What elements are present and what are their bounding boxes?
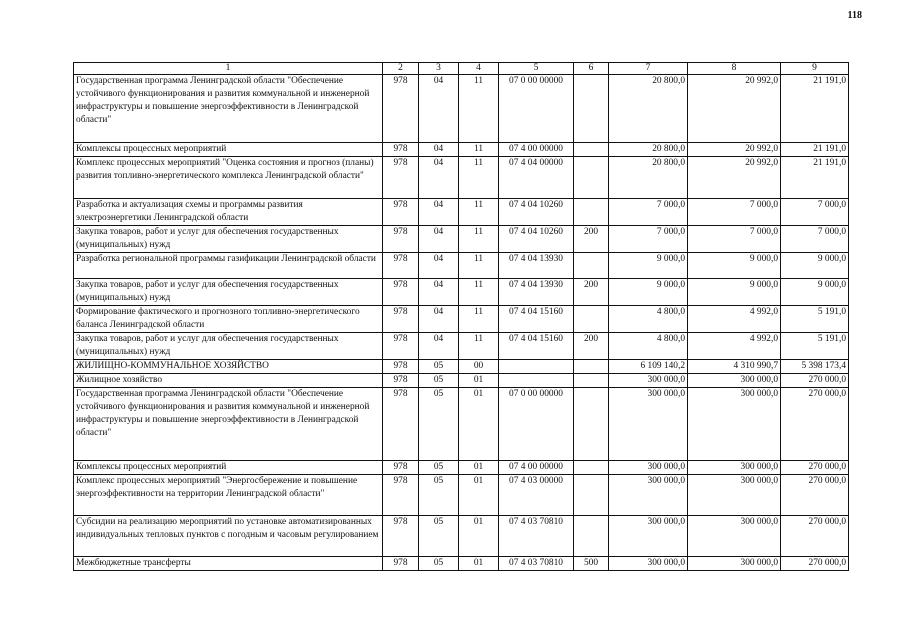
row-code-subsection: 01 (459, 374, 499, 388)
budget-table (73, 62, 849, 571)
row-code-target (499, 360, 574, 374)
row-code-target: 07 4 03 70810 (499, 557, 574, 571)
row-code-grbs: 978 (383, 374, 419, 388)
row-code-expense-type (574, 461, 609, 475)
row-code-section: 05 (419, 360, 459, 374)
row-name: Государственная программа Ленинградской области "Обеспечение устойчивого функционирования и развития коммунальной и инженерной инфраструктуры и повышение энергоэффективности в Ленинградской области" (74, 75, 383, 143)
column-header-7: 7 (609, 63, 688, 75)
table-row (74, 557, 849, 571)
row-amount-col7: 300 000,0 (609, 374, 688, 388)
row-code-subsection: 11 (459, 226, 499, 253)
row-code-subsection: 11 (459, 279, 499, 306)
row-code-expense-type (574, 306, 609, 333)
row-code-target: 07 4 03 00000 (499, 475, 574, 516)
table-row (74, 516, 849, 557)
row-code-target: 07 4 03 70810 (499, 516, 574, 557)
row-amount-col7: 300 000,0 (609, 516, 688, 557)
row-code-section: 04 (419, 279, 459, 306)
column-header-2: 2 (383, 63, 419, 75)
row-amount-col7: 20 800,0 (609, 157, 688, 199)
row-code-section: 05 (419, 374, 459, 388)
row-amount-col8: 300 000,0 (688, 461, 781, 475)
row-code-section: 05 (419, 388, 459, 461)
row-amount-col7: 300 000,0 (609, 475, 688, 516)
row-code-grbs: 978 (383, 516, 419, 557)
row-code-expense-type (574, 75, 609, 143)
row-code-expense-type (574, 475, 609, 516)
row-code-target: 07 4 00 00000 (499, 461, 574, 475)
table-row (74, 388, 849, 461)
row-code-grbs: 978 (383, 199, 419, 226)
table-row (74, 157, 849, 199)
row-code-section: 04 (419, 157, 459, 199)
row-amount-col7: 20 800,0 (609, 143, 688, 157)
row-code-grbs: 978 (383, 306, 419, 333)
row-code-subsection: 11 (459, 75, 499, 143)
row-code-target: 07 4 04 13930 (499, 253, 574, 279)
row-amount-col7: 7 000,0 (609, 226, 688, 253)
row-code-subsection: 11 (459, 143, 499, 157)
row-amount-col9: 270 000,0 (781, 374, 849, 388)
row-amount-col8: 20 992,0 (688, 143, 781, 157)
row-amount-col8: 300 000,0 (688, 516, 781, 557)
table-row (74, 253, 849, 279)
row-amount-col9: 5 191,0 (781, 306, 849, 333)
row-code-section: 05 (419, 475, 459, 516)
row-code-target: 07 4 04 00000 (499, 157, 574, 199)
row-code-section: 04 (419, 253, 459, 279)
row-amount-col8: 4 992,0 (688, 306, 781, 333)
row-code-subsection: 11 (459, 306, 499, 333)
row-amount-col7: 9 000,0 (609, 253, 688, 279)
table-row (74, 226, 849, 253)
row-amount-col9: 5 398 173,4 (781, 360, 849, 374)
row-code-expense-type: 200 (574, 279, 609, 306)
table-row (74, 279, 849, 306)
row-name: Закупка товаров, работ и услуг для обеспечения государственных (муниципальных) нужд (74, 333, 383, 360)
row-name: Государственная программа Ленинградской области "Обеспечение устойчивого функционирования и развития коммунальной и инженерной инфраструктуры и повышение энергоэффективности в Ленинградской области" (74, 388, 383, 461)
row-code-subsection: 11 (459, 253, 499, 279)
row-name: Субсидии на реализацию мероприятий по установке автоматизированных индивидуальных тепловых пунктов с погодным и часовым регулированием (74, 516, 383, 557)
row-code-section: 05 (419, 557, 459, 571)
row-name: Формирование фактического и прогнозного топливно-энергетического баланса Ленинградской области (74, 306, 383, 333)
table-row (74, 475, 849, 516)
row-amount-col7: 300 000,0 (609, 461, 688, 475)
row-amount-col9: 21 191,0 (781, 75, 849, 143)
row-amount-col8: 9 000,0 (688, 253, 781, 279)
row-code-expense-type (574, 516, 609, 557)
row-amount-col8: 4 310 990,7 (688, 360, 781, 374)
row-code-section: 04 (419, 226, 459, 253)
row-code-grbs: 978 (383, 143, 419, 157)
row-code-target: 07 4 04 15160 (499, 333, 574, 360)
row-name: Закупка товаров, работ и услуг для обеспечения государственных (муниципальных) нужд (74, 279, 383, 306)
column-header-3: 3 (419, 63, 459, 75)
row-code-section: 04 (419, 306, 459, 333)
row-name: Комплексы процессных мероприятий (74, 461, 383, 475)
row-code-grbs: 978 (383, 360, 419, 374)
row-amount-col9: 21 191,0 (781, 143, 849, 157)
row-amount-col9: 270 000,0 (781, 516, 849, 557)
row-code-subsection: 01 (459, 461, 499, 475)
row-code-subsection: 00 (459, 360, 499, 374)
row-code-subsection: 01 (459, 475, 499, 516)
row-amount-col8: 300 000,0 (688, 557, 781, 571)
row-amount-col8: 20 992,0 (688, 75, 781, 143)
row-code-grbs: 978 (383, 226, 419, 253)
row-name: Комплекс процессных мероприятий "Оценка состояния и прогноз (планы) развития топливно-энергетического комплекса Ленинградской области" (74, 157, 383, 199)
row-code-section: 04 (419, 143, 459, 157)
column-header-9: 9 (781, 63, 849, 75)
row-amount-col8: 300 000,0 (688, 374, 781, 388)
row-amount-col7: 4 800,0 (609, 333, 688, 360)
row-code-expense-type: 500 (574, 557, 609, 571)
row-code-grbs: 978 (383, 333, 419, 360)
table-row (74, 374, 849, 388)
page-number: 118 (847, 10, 862, 21)
row-amount-col8: 7 000,0 (688, 199, 781, 226)
table-row (74, 306, 849, 333)
row-amount-col9: 270 000,0 (781, 475, 849, 516)
row-code-expense-type (574, 143, 609, 157)
row-code-target (499, 374, 574, 388)
row-name: Закупка товаров, работ и услуг для обеспечения государственных (муниципальных) нужд (74, 226, 383, 253)
row-code-grbs: 978 (383, 279, 419, 306)
row-code-target: 07 4 00 00000 (499, 143, 574, 157)
row-amount-col7: 7 000,0 (609, 199, 688, 226)
row-code-target: 07 4 04 10260 (499, 226, 574, 253)
row-amount-col9: 5 191,0 (781, 333, 849, 360)
table-row (74, 333, 849, 360)
row-code-grbs: 978 (383, 388, 419, 461)
column-header-1: 1 (74, 63, 383, 75)
row-amount-col9: 21 191,0 (781, 157, 849, 199)
row-code-target: 07 4 04 15160 (499, 306, 574, 333)
column-header-5: 5 (499, 63, 574, 75)
row-code-target: 07 0 00 00000 (499, 388, 574, 461)
table-body (74, 75, 849, 571)
row-amount-col9: 7 000,0 (781, 199, 849, 226)
row-code-expense-type (574, 360, 609, 374)
row-code-expense-type: 200 (574, 226, 609, 253)
table-row (74, 199, 849, 226)
row-amount-col8: 7 000,0 (688, 226, 781, 253)
row-code-expense-type (574, 374, 609, 388)
table-row (74, 75, 849, 143)
row-code-subsection: 11 (459, 199, 499, 226)
row-amount-col7: 300 000,0 (609, 388, 688, 461)
row-code-grbs: 978 (383, 157, 419, 199)
row-amount-col7: 6 109 140,2 (609, 360, 688, 374)
row-code-grbs: 978 (383, 557, 419, 571)
row-amount-col7: 20 800,0 (609, 75, 688, 143)
row-code-subsection: 11 (459, 157, 499, 199)
row-code-grbs: 978 (383, 475, 419, 516)
row-code-target: 07 4 04 10260 (499, 199, 574, 226)
row-amount-col8: 300 000,0 (688, 388, 781, 461)
row-code-target: 07 4 04 13930 (499, 279, 574, 306)
row-code-subsection: 01 (459, 388, 499, 461)
column-header-4: 4 (459, 63, 499, 75)
row-code-expense-type (574, 388, 609, 461)
row-code-subsection: 01 (459, 516, 499, 557)
row-amount-col9: 9 000,0 (781, 253, 849, 279)
row-code-section: 05 (419, 516, 459, 557)
row-amount-col8: 4 992,0 (688, 333, 781, 360)
row-name: Комплекс процессных мероприятий "Энергосбережение и повышение энергоэффективности на территории Ленинградской области" (74, 475, 383, 516)
row-name: ЖИЛИЩНО-КОММУНАЛЬНОЕ ХОЗЯЙСТВО (74, 360, 383, 374)
row-code-expense-type (574, 199, 609, 226)
row-code-section: 04 (419, 333, 459, 360)
row-code-grbs: 978 (383, 253, 419, 279)
row-code-expense-type: 200 (574, 333, 609, 360)
row-code-expense-type (574, 253, 609, 279)
row-amount-col8: 9 000,0 (688, 279, 781, 306)
row-code-expense-type (574, 157, 609, 199)
row-code-grbs: 978 (383, 75, 419, 143)
row-name: Разработка региональной программы газификации Ленинградской области (74, 253, 383, 279)
row-name: Комплексы процессных мероприятий (74, 143, 383, 157)
row-code-subsection: 01 (459, 557, 499, 571)
row-amount-col9: 7 000,0 (781, 226, 849, 253)
table-row (74, 360, 849, 374)
row-code-section: 04 (419, 75, 459, 143)
row-amount-col7: 4 800,0 (609, 306, 688, 333)
row-amount-col9: 270 000,0 (781, 461, 849, 475)
column-header-6: 6 (574, 63, 609, 75)
table-row (74, 143, 849, 157)
row-name: Межбюджетные трансферты (74, 557, 383, 571)
row-amount-col7: 300 000,0 (609, 557, 688, 571)
row-amount-col9: 9 000,0 (781, 279, 849, 306)
row-code-target: 07 0 00 00000 (499, 75, 574, 143)
row-amount-col9: 270 000,0 (781, 557, 849, 571)
row-amount-col8: 20 992,0 (688, 157, 781, 199)
row-amount-col9: 270 000,0 (781, 388, 849, 461)
row-name: Разработка и актуализация схемы и программы развития электроэнергетики Ленинградской области (74, 199, 383, 226)
row-code-section: 05 (419, 461, 459, 475)
row-code-grbs: 978 (383, 461, 419, 475)
row-name: Жилищное хозяйство (74, 374, 383, 388)
row-code-section: 04 (419, 199, 459, 226)
table-row (74, 461, 849, 475)
row-code-subsection: 11 (459, 333, 499, 360)
row-amount-col7: 9 000,0 (609, 279, 688, 306)
column-header-8: 8 (688, 63, 781, 75)
table-header (74, 63, 849, 75)
row-amount-col8: 300 000,0 (688, 475, 781, 516)
